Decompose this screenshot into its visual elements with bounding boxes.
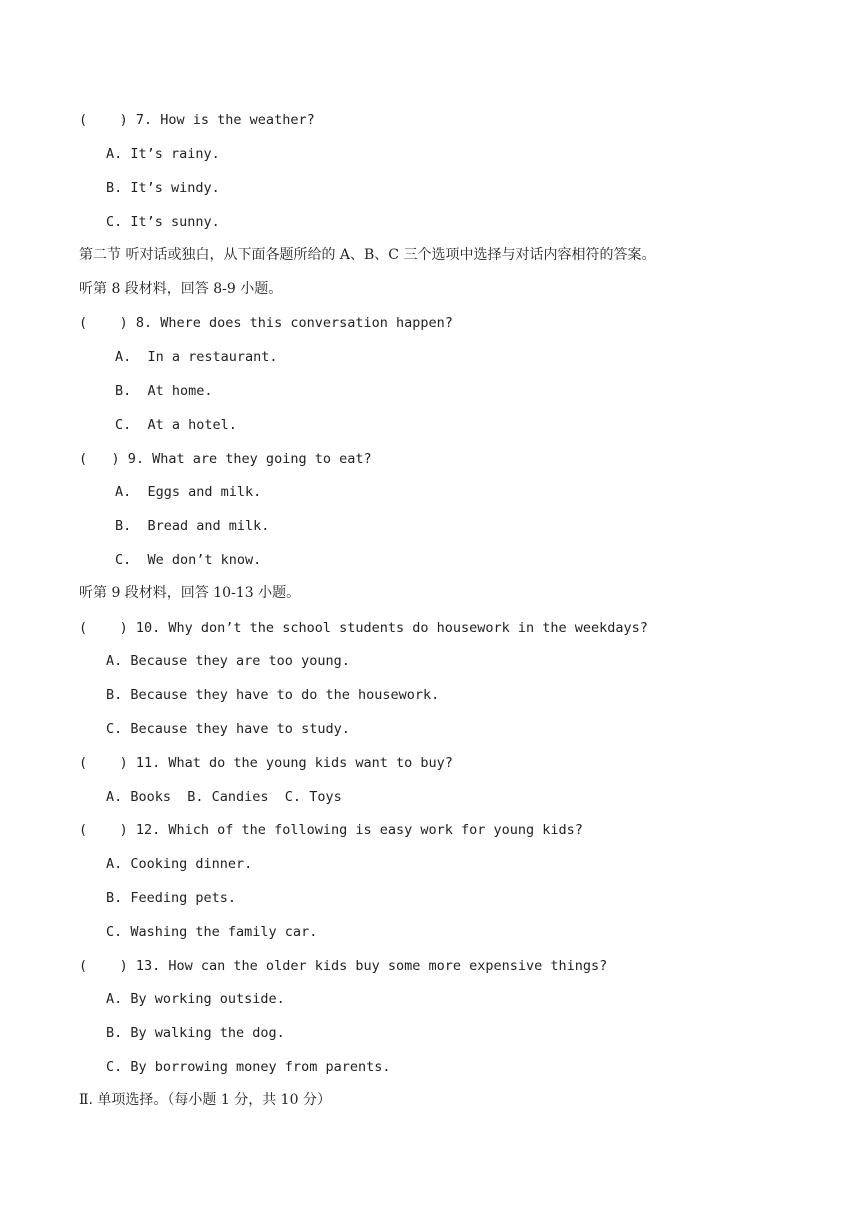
question-10-stem: ( ) 10. Why don’t the school students do housework in the weekdays? <box>79 620 648 636</box>
question-9-option-c: C. We don’t know. <box>115 552 262 568</box>
question-7-option-b: B. It’s windy. <box>106 180 220 196</box>
question-10-option-b: B. Because they have to do the housework. <box>106 687 440 703</box>
question-7-option-a: A. It’s rainy. <box>106 146 220 162</box>
question-8-option-c: C. At a hotel. <box>115 417 237 433</box>
question-10-option-a: A. Because they are too young. <box>106 653 350 669</box>
question-12-option-b: B. Feeding pets. <box>106 890 237 906</box>
question-12-option-a: A. Cooking dinner. <box>106 856 253 872</box>
question-9-stem: ( ) 9. What are they going to eat? <box>79 451 372 467</box>
question-11-stem: ( ) 11. What do the young kids want to buy? <box>79 755 453 771</box>
section-2-heading: 第二节 听对话或独白，从下面各题所给的 A、B、C 三个选项中选择与对话内容相符的答案。 <box>79 247 656 263</box>
question-11-options: A. Books B. Candies C. Toys <box>106 789 342 805</box>
question-7-stem: ( ) 7. How is the weather? <box>79 112 315 128</box>
question-8-option-a: A. In a restaurant. <box>115 349 278 365</box>
question-12-stem: ( ) 12. Which of the following is easy work for young kids? <box>79 822 583 838</box>
question-13-option-c: C. By borrowing money from parents. <box>106 1059 391 1075</box>
question-8-option-b: B. At home. <box>115 383 213 399</box>
part-2-heading: Ⅱ. 单项选择。（每小题 1 分，共 10 分） <box>79 1092 331 1108</box>
material-8-heading: 听第 8 段材料，回答 8-9 小题。 <box>79 281 283 297</box>
question-13-option-b: B. By walking the dog. <box>106 1025 285 1041</box>
question-12-option-c: C. Washing the family car. <box>106 924 318 940</box>
question-13-stem: ( ) 13. How can the older kids buy some more expensive things? <box>79 958 608 974</box>
question-9-option-b: B. Bread and milk. <box>115 518 270 534</box>
question-7-option-c: C. It’s sunny. <box>106 214 220 230</box>
question-13-option-a: A. By working outside. <box>106 991 285 1007</box>
question-9-option-a: A. Eggs and milk. <box>115 484 262 500</box>
question-10-option-c: C. Because they have to study. <box>106 721 350 737</box>
question-8-stem: ( ) 8. Where does this conversation happen? <box>79 315 453 331</box>
material-9-heading: 听第 9 段材料，回答 10-13 小题。 <box>79 585 301 601</box>
